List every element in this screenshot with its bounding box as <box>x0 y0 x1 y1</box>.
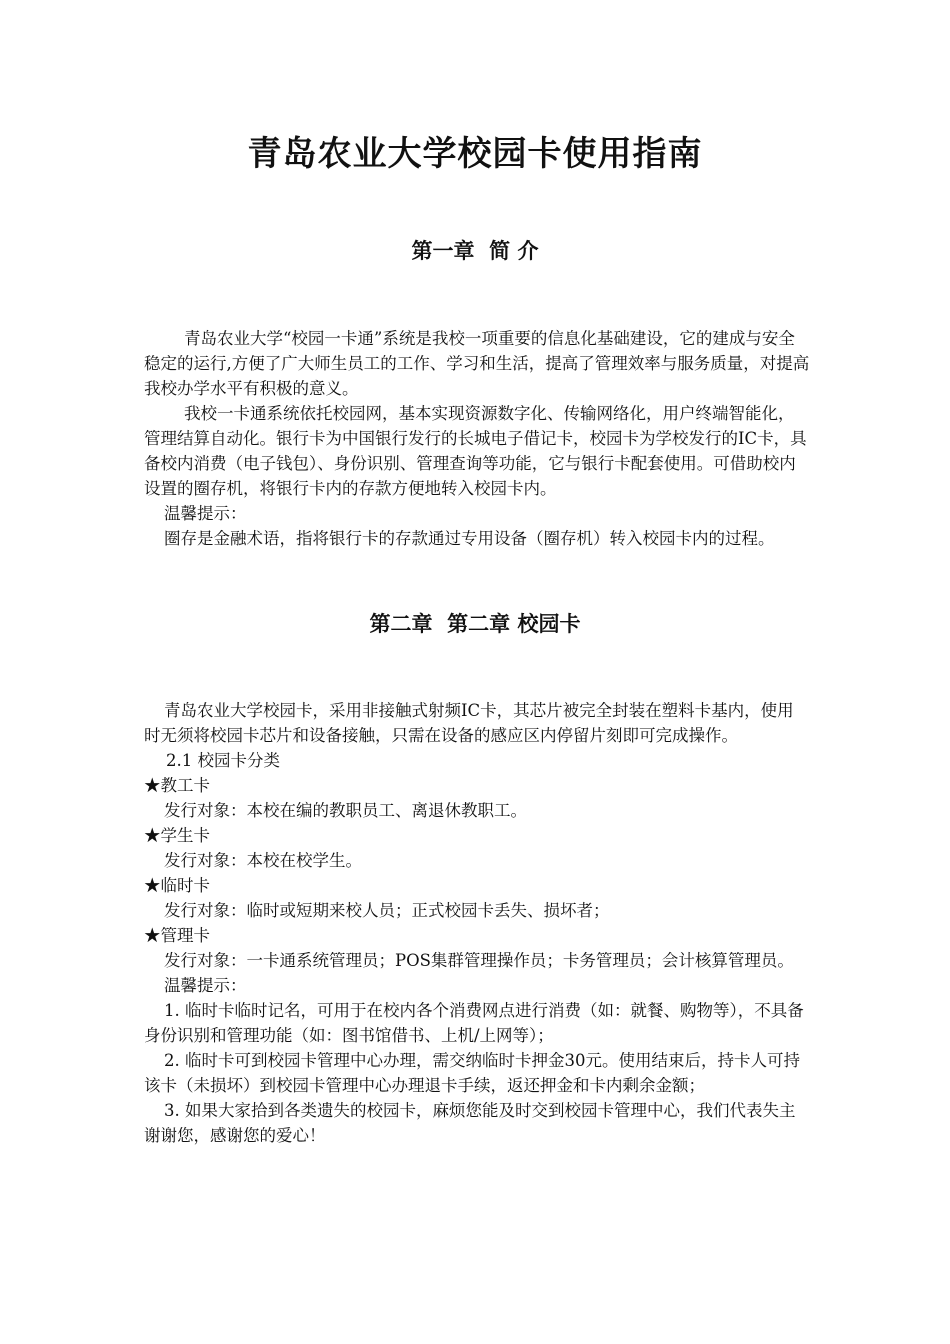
section-2-1-title: 2.1 校园卡分类 <box>166 751 280 770</box>
chapter-1-paragraph-2: 我校一卡通系统依托校园网，基本实现资源数字化、传输网络化，用户终端智能化，管理结算自动化。银行卡为中国银行发行的长城电子借记卡，校园卡为学校发行的IC卡，具备校内消费（电子钱包）、身份识别、管理查询等功能，它与银行卡配套使用。可借助校内设置的圈存机，将银行卡内的存款方便地转入校园卡内。 <box>144 404 807 498</box>
card-type-name: ★临时卡 <box>144 876 210 895</box>
chapter-1-tip-label: 温馨提示： <box>164 504 247 523</box>
card-type-target: 发行对象：本校在编的教职员工、离退休教职工。 <box>164 801 527 820</box>
chapter-1-tip-text: 圈存是金融术语，指将银行卡的存款通过专用设备（圈存机）转入校园卡内的过程。 <box>164 529 775 548</box>
card-type-name: ★管理卡 <box>144 926 210 945</box>
chapter-2-intro: 青岛农业大学校园卡，采用非接触式射频IC卡，其芯片被完全封装在塑料卡基内，使用时无须将校园卡芯片和设备接触，只需在设备的感应区内停留片刻即可完成操作。 <box>144 701 794 745</box>
tip-item: 1. 临时卡临时记名，可用于在校内各个消费网点进行消费（如：就餐、购物等），不具备身份识别和管理功能（如：图书馆借书、上机/上网等）； <box>144 1001 804 1045</box>
tip-item: 3. 如果大家拾到各类遗失的校园卡，麻烦您能及时交到校园卡管理中心，我们代表失主谢谢您，感谢您的爱心！ <box>144 1101 796 1145</box>
chapter-1-body <box>144 326 810 551</box>
chapter-1-paragraph-1: 青岛农业大学“校园一卡通”系统是我校一项重要的信息化基础建设，它的建成与安全稳定的运行,方便了广大师生员工的工作、学习和生活，提高了管理效率与服务质量，对提高我校办学水平有积极的意义。 <box>144 329 810 398</box>
card-type-name: ★教工卡 <box>144 776 210 795</box>
card-type-target: 发行对象：一卡通系统管理员；POS集群管理操作员；卡务管理员；会计核算管理员。 <box>164 951 794 970</box>
card-type-target: 发行对象：临时或短期来校人员；正式校园卡丢失、损坏者； <box>164 901 610 920</box>
tip-item: 2. 临时卡可到校园卡管理中心办理，需交纳临时卡押金30元。使用结束后，持卡人可持该卡（未损坏）到校园卡管理中心办理退卡手续，返还押金和卡内剩余金额； <box>144 1051 800 1095</box>
chapter-1-heading: 第一章 简 介 <box>411 239 539 263</box>
chapter-2-body <box>144 698 810 1148</box>
card-type-target: 发行对象：本校在校学生。 <box>164 851 362 870</box>
chapter-2-tip-label: 温馨提示： <box>164 976 247 995</box>
document-title: 青岛农业大学校园卡使用指南 <box>247 134 703 174</box>
chapter-2-heading: 第二章 第二章 校园卡 <box>369 612 581 636</box>
card-type-name: ★学生卡 <box>144 826 210 845</box>
